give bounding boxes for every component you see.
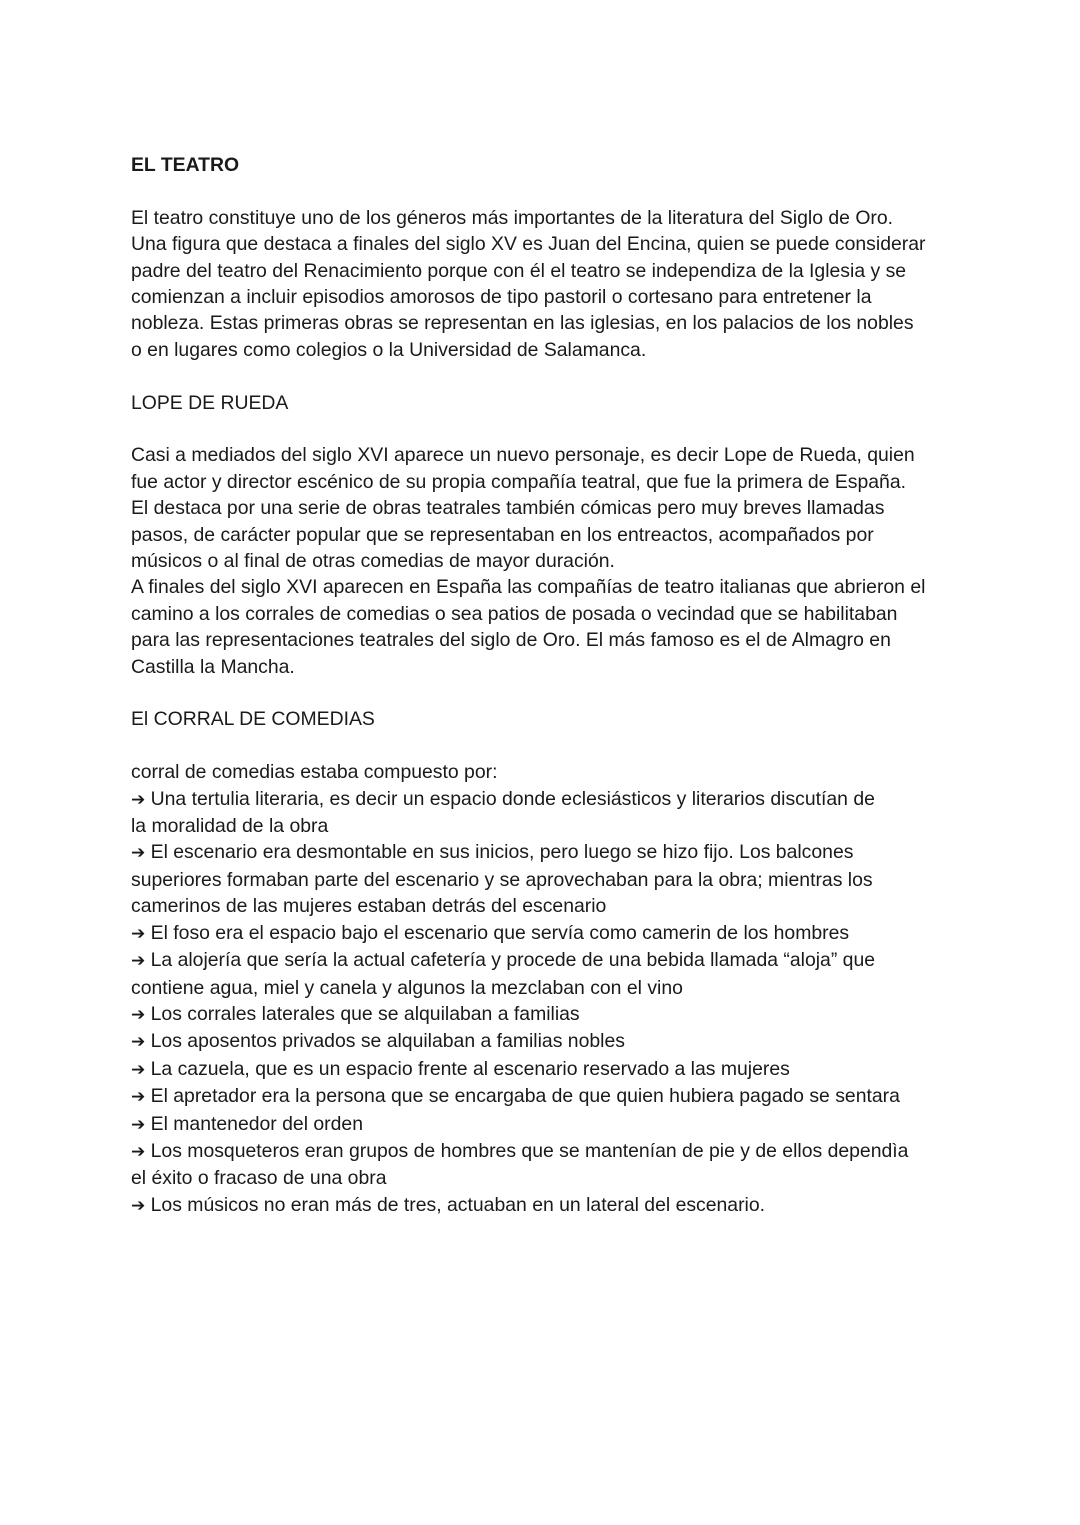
bullet-line: la moralidad de la obra bbox=[131, 815, 329, 838]
intro-line: padre del teatro del Renacimiento porque con él el teatro se independiza de la Iglesia y se bbox=[131, 259, 907, 282]
section-heading-corral: El CORRAL DE COMEDIAS bbox=[131, 708, 375, 731]
bullet-line bbox=[131, 947, 961, 974]
bullet-text: El escenario era desmontable en sus inicios, pero luego se hizo fijo. Los balcones bbox=[145, 841, 854, 864]
arrow-right-icon: ➔ bbox=[131, 923, 146, 944]
arrow-right-icon: ➔ bbox=[131, 1004, 146, 1025]
bullet-text: Los mosqueteros eran grupos de hombres que se mantenían de pie y de ellos dependìa bbox=[145, 1139, 909, 1162]
arrow-right-icon: ➔ bbox=[131, 1195, 146, 1216]
bullet-text: Los corrales laterales que se alquilaban a familias bbox=[145, 1002, 580, 1025]
section-heading-lope-de-rueda: LOPE DE RUEDA bbox=[131, 391, 289, 414]
paragraph-line: para las representaciones teatrales del siglo de Oro. El más famoso es el de Almagro en bbox=[131, 629, 891, 652]
arrow-right-icon: ➔ bbox=[131, 1032, 146, 1053]
bullet-line: el éxito o fracaso de una obra bbox=[131, 1167, 387, 1190]
paragraph-line: El destaca por una serie de obras teatrales también cómicas pero muy breves llamadas bbox=[131, 497, 885, 520]
corral-bullet-list bbox=[131, 786, 961, 1220]
bullet-line bbox=[131, 1111, 961, 1138]
intro-line: Una figura que destaca a finales del siglo XV es Juan del Encina, quien se puede considerar bbox=[131, 233, 926, 256]
bullet-line bbox=[131, 920, 961, 947]
bullet-text: Una tertulia literaria, es decir un espacio donde eclesiásticos y literarios discutían de bbox=[145, 787, 875, 810]
bullet-item bbox=[131, 1056, 961, 1083]
lope-paragraph-1 bbox=[131, 442, 961, 574]
bullet-line: camerinos de las mujeres estaban detrás del escenario bbox=[131, 895, 607, 918]
document-page bbox=[131, 152, 961, 1219]
bullet-item bbox=[131, 1083, 961, 1110]
bullet-item bbox=[131, 1001, 961, 1028]
arrow-right-icon: ➔ bbox=[131, 951, 146, 972]
arrow-right-icon: ➔ bbox=[131, 1059, 146, 1080]
bullet-item bbox=[131, 1192, 961, 1219]
bullet-line: superiores formaban parte del escenario y se aprovechaban para la obra; mientras los bbox=[131, 868, 873, 891]
bullet-line bbox=[131, 1001, 961, 1028]
bullet-text: Los músicos no eran más de tres, actuaban en un lateral del escenario. bbox=[145, 1193, 766, 1216]
arrow-right-icon: ➔ bbox=[131, 1087, 146, 1108]
lope-paragraph-2 bbox=[131, 574, 961, 680]
bullet-line bbox=[131, 1192, 961, 1219]
bullet-line: contiene agua, miel y canela y algunos la mezclaban con el vino bbox=[131, 976, 683, 999]
arrow-right-icon: ➔ bbox=[131, 843, 146, 864]
bullet-line bbox=[131, 1056, 961, 1083]
paragraph-line: músicos o al final de otras comedias de mayor duración. bbox=[131, 550, 615, 573]
paragraph-line: Casi a mediados del siglo XVI aparece un nuevo personaje, es decir Lope de Rueda, quien bbox=[131, 444, 915, 467]
paragraph-line: fue actor y director escénico de su propia compañía teatral, que fue la primera de España. bbox=[131, 470, 906, 493]
corral-intro: corral de comedias estaba compuesto por: bbox=[131, 761, 498, 784]
bullet-line bbox=[131, 1028, 961, 1055]
bullet-text: Los aposentos privados se alquilaban a familias nobles bbox=[145, 1030, 625, 1053]
arrow-right-icon: ➔ bbox=[131, 789, 146, 810]
arrow-right-icon: ➔ bbox=[131, 1141, 146, 1162]
bullet-line bbox=[131, 1138, 961, 1165]
bullet-item bbox=[131, 1111, 961, 1138]
paragraph-line: pasos, de carácter popular que se representaban en los entreactos, acompañados por bbox=[131, 523, 874, 546]
intro-line: nobleza. Estas primeras obras se representan en las iglesias, en los palacios de los nobles bbox=[131, 312, 914, 335]
intro-line: El teatro constituye uno de los géneros más importantes de la literatura del Siglo de Oro. bbox=[131, 206, 894, 229]
bullet-text: El mantenedor del orden bbox=[145, 1112, 363, 1135]
document-title: EL TEATRO bbox=[131, 154, 240, 176]
bullet-item bbox=[131, 920, 961, 947]
bullet-text: La alojería que sería la actual cafetería y procede de una bebida llamada “aloja” que bbox=[145, 949, 876, 972]
bullet-line bbox=[131, 786, 961, 813]
bullet-line bbox=[131, 1083, 961, 1110]
paragraph-line: Castilla la Mancha. bbox=[131, 655, 295, 678]
bullet-item bbox=[131, 839, 961, 919]
bullet-text: La cazuela, que es un espacio frente al escenario reservado a las mujeres bbox=[145, 1057, 790, 1080]
bullet-item bbox=[131, 1028, 961, 1055]
bullet-item bbox=[131, 1138, 961, 1192]
intro-paragraph bbox=[131, 205, 961, 363]
intro-line: o en lugares como colegios o la Universidad de Salamanca. bbox=[131, 338, 647, 361]
arrow-right-icon: ➔ bbox=[131, 1114, 146, 1135]
bullet-text: El apretador era la persona que se encargaba de que quien hubiera pagado se sentara bbox=[145, 1085, 900, 1108]
intro-line: comienzan a incluir episodios amorosos de tipo pastoril o cortesano para entretener la bbox=[131, 286, 872, 309]
paragraph-line: camino a los corrales de comedias o sea patios de posada o vecindad que se habilitaban bbox=[131, 602, 898, 625]
paragraph-line: A finales del siglo XVI aparecen en España las compañías de teatro italianas que abrieron el bbox=[131, 576, 926, 599]
bullet-item bbox=[131, 947, 961, 1001]
bullet-text: El foso era el espacio bajo el escenario que servía como camerin de los hombres bbox=[145, 921, 850, 944]
bullet-line bbox=[131, 839, 961, 866]
bullet-item bbox=[131, 786, 961, 840]
